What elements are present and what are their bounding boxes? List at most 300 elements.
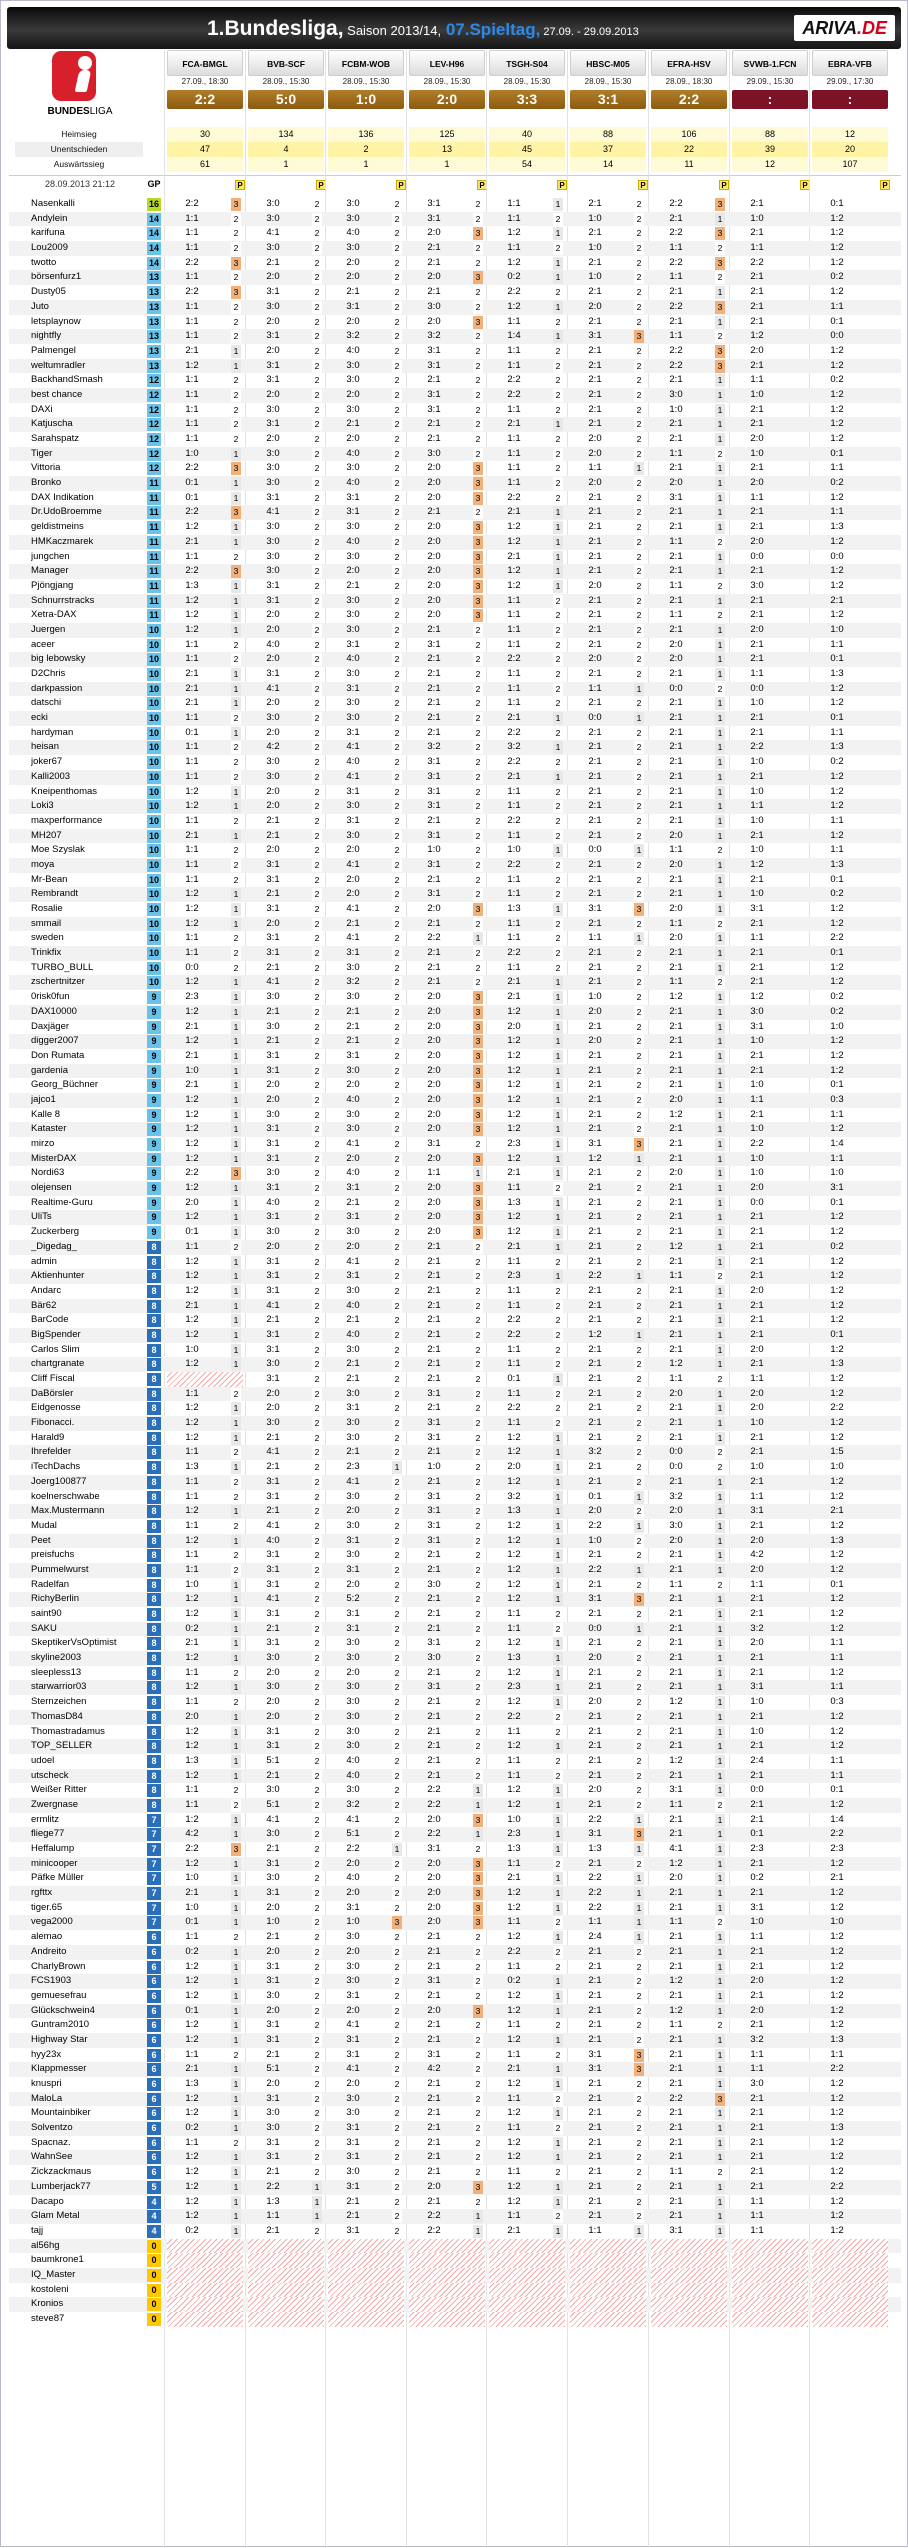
player-name[interactable]: Sternzeichen: [31, 1696, 87, 1708]
tip-points: [876, 932, 886, 945]
tip-value: 1:2: [507, 1549, 521, 1561]
player-name[interactable]: Nordi63: [31, 1167, 65, 1179]
player-name[interactable]: Ihrefelder: [31, 1446, 72, 1458]
player-name[interactable]: Pummelwurst: [31, 1563, 89, 1575]
tip-cell: [732, 2297, 808, 2312]
match-name[interactable]: EFRA-HSV: [651, 50, 727, 76]
tip-cell: [570, 1445, 646, 1460]
player-name[interactable]: SkeptikerVsOptimist: [31, 1637, 117, 1649]
tip-points: 2: [473, 1579, 483, 1592]
tip-value: 3:0: [346, 1108, 360, 1120]
player-name[interactable]: Dr.UdoBroemme: [31, 506, 102, 518]
tip-value: 2:3: [507, 1681, 521, 1693]
player-name[interactable]: Harald9: [31, 1431, 65, 1443]
tip-points: 2: [553, 404, 563, 417]
player-name[interactable]: minicooper: [31, 1857, 78, 1869]
player-name[interactable]: weltumradler: [31, 359, 86, 371]
tip-cell: [248, 1680, 324, 1695]
player-name[interactable]: BigSpender: [31, 1328, 81, 1340]
tip-points: 2: [392, 1579, 402, 1592]
player-name[interactable]: preisfuchs: [31, 1549, 75, 1561]
player-name[interactable]: Nasenkalli: [31, 198, 75, 209]
player-name[interactable]: Rembrandt: [31, 888, 78, 900]
player-name[interactable]: Mr-Bean: [31, 873, 68, 885]
player-name[interactable]: Dusty05: [31, 286, 66, 298]
tip-value: 3:0: [346, 2092, 360, 2104]
player-name[interactable]: big lebowsky: [31, 653, 86, 665]
tip-points: 2: [473, 1961, 483, 1974]
tip-points: 2: [312, 991, 322, 1004]
tip-points: 2: [473, 741, 483, 754]
player-name[interactable]: jajco1: [31, 1093, 56, 1105]
player-name[interactable]: heisan: [31, 741, 59, 753]
tip-cell: [570, 2150, 646, 2165]
player-name[interactable]: Mudal: [31, 1519, 57, 1531]
player-name[interactable]: Xetra-DAX: [31, 609, 77, 621]
tip-value: 2:2: [507, 1945, 521, 1957]
player-name[interactable]: alemao: [31, 1931, 63, 1943]
player-name[interactable]: Kalli2003: [31, 770, 71, 782]
tip-cell: [570, 1460, 646, 1475]
player-name[interactable]: MH207: [31, 829, 62, 841]
player-name[interactable]: vega2000: [31, 1916, 73, 1928]
player-name[interactable]: ermlitz: [31, 1813, 59, 1825]
player-name[interactable]: darkpassion: [31, 682, 83, 694]
player-name[interactable]: sweden: [31, 932, 64, 944]
player-name[interactable]: Mountainbiker: [31, 2107, 91, 2119]
tip-points: [876, 521, 886, 534]
player-name[interactable]: DAXi: [31, 403, 53, 415]
player-name[interactable]: ecki: [31, 712, 48, 724]
ariva-logo[interactable]: [794, 15, 895, 41]
tip-value: 3:0: [266, 242, 280, 254]
player-name[interactable]: Realtime-Guru: [31, 1196, 93, 1208]
tip-cell: [570, 2297, 646, 2312]
tip-value: 1:0: [750, 212, 764, 224]
player-name[interactable]: tajj: [31, 2224, 44, 2236]
tip-cell: [489, 1357, 565, 1372]
tip-value: 2:1: [588, 1299, 602, 1311]
tip-value: 0:1: [830, 1784, 844, 1796]
tip-value: 3:0: [266, 1167, 280, 1179]
tip-points: [876, 1593, 886, 1606]
tip-cell: [651, 1548, 727, 1563]
player-name[interactable]: Thomastradamus: [31, 1725, 105, 1737]
player-name[interactable]: joker67: [31, 756, 63, 768]
match-name[interactable]: FCBM-WOB: [328, 50, 404, 76]
tip-value: 2:1: [427, 726, 441, 738]
player-name[interactable]: Zuckerberg: [31, 1226, 80, 1238]
tip-points: 1: [715, 639, 725, 652]
match-name[interactable]: TSGH-S04: [489, 50, 565, 76]
tip-cell: [570, 1078, 646, 1093]
player-name[interactable]: DAX10000: [31, 1005, 77, 1017]
player-name[interactable]: knuspri: [31, 2078, 62, 2089]
player-name[interactable]: SAKU: [31, 1622, 57, 1634]
tip-points: [876, 2240, 886, 2253]
player-name[interactable]: Andylein: [31, 212, 68, 224]
tip-points: 2: [312, 1358, 322, 1371]
table-row: [9, 990, 901, 1005]
player-name[interactable]: MisterDAX: [31, 1152, 77, 1164]
tip-cell: [570, 1504, 646, 1519]
player-name[interactable]: Don Rumata: [31, 1049, 85, 1061]
player-name[interactable]: chartgranate: [31, 1358, 85, 1370]
tip-points: 2: [312, 712, 322, 725]
player-name[interactable]: RichyBerlin: [31, 1593, 80, 1605]
tip-cell: [570, 1871, 646, 1886]
tip-points: 2: [634, 1388, 644, 1401]
player-name[interactable]: börsenfurz1: [31, 271, 82, 283]
player-name[interactable]: TURBO_BULL: [31, 961, 94, 973]
tip-points: 2: [312, 1681, 322, 1694]
tip-points: 2: [553, 1256, 563, 1269]
player-name[interactable]: twotto: [31, 256, 57, 268]
player-name[interactable]: Max.Mustermann: [31, 1505, 105, 1517]
player-name[interactable]: Andreito: [31, 1945, 67, 1957]
tip-value: 2:0: [427, 903, 441, 914]
player-name[interactable]: steve87: [31, 2313, 65, 2324]
table-row: [9, 2253, 901, 2268]
tip-points: 2: [312, 1388, 322, 1401]
tip-cell: [489, 315, 565, 330]
tip-value: 0:1: [830, 1196, 844, 1208]
player-name[interactable]: Kalle 8: [31, 1108, 61, 1120]
player-name[interactable]: Kneipenthomas: [31, 785, 98, 797]
player-name[interactable]: Lou2009: [31, 242, 68, 254]
player-name[interactable]: DAX Indikation: [31, 491, 94, 503]
tip-value: 2:0: [266, 917, 280, 929]
tip-cell: [409, 623, 485, 638]
player-name[interactable]: Juto: [31, 300, 49, 312]
player-name[interactable]: smmail: [31, 917, 62, 929]
tip-value: 2:1: [588, 976, 602, 988]
tip-points: 2: [312, 1050, 322, 1063]
player-name[interactable]: Glückschwein4: [31, 2004, 95, 2016]
tip-value: 2:1: [427, 2078, 441, 2089]
tip-points: [876, 1402, 886, 1415]
tip-cell: [409, 1680, 485, 1695]
tip-value: 1:2: [185, 2033, 199, 2045]
tip-value: 1:2: [507, 1152, 521, 1164]
tip-points: 1: [715, 947, 725, 960]
table-row: [9, 1445, 901, 1460]
tip-cell: [167, 858, 243, 873]
player-name[interactable]: olejensen: [31, 1182, 72, 1194]
player-name[interactable]: BackhandSmash: [31, 374, 103, 386]
player-name[interactable]: kostoleni: [31, 2283, 69, 2295]
tip-value: 3:1: [588, 1138, 602, 1149]
player-name[interactable]: koelnerschwabe: [31, 1490, 100, 1502]
player-name[interactable]: starwarrior03: [31, 1681, 87, 1693]
tip-cell: [328, 990, 404, 1005]
player-name[interactable]: Glam Metal: [31, 2210, 80, 2222]
tip-value: 1:1: [507, 1358, 521, 1370]
player-name[interactable]: Joerg100877: [31, 1475, 87, 1487]
tip-points: 2: [392, 1946, 402, 1959]
player-name[interactable]: Päfke Müller: [31, 1872, 84, 1884]
player-name[interactable]: Andarc: [31, 1284, 62, 1296]
player-name[interactable]: Cliff Fiscal: [31, 1373, 75, 1384]
tip-value: 1:2: [830, 1431, 844, 1443]
player-name[interactable]: Manager: [31, 565, 69, 577]
player-name[interactable]: best chance: [31, 388, 83, 400]
tip-value: 1:0: [830, 623, 844, 635]
player-name[interactable]: digger2007: [31, 1035, 79, 1047]
player-name[interactable]: WahnSee: [31, 2151, 73, 2163]
player-name[interactable]: datschi: [31, 697, 62, 709]
tip-cell: [570, 1328, 646, 1343]
player-name[interactable]: baumkrone1: [31, 2254, 84, 2266]
player-name[interactable]: D2Chris: [31, 668, 66, 679]
tip-points: [876, 2196, 886, 2209]
player-name[interactable]: ThomasD84: [31, 1710, 83, 1722]
player-points: 6: [147, 2034, 161, 2047]
player-name[interactable]: Trinkfix: [31, 947, 62, 959]
player-name[interactable]: Kronios: [31, 2298, 64, 2310]
tip-value: 1:2: [830, 1299, 844, 1311]
tip-points: 2: [392, 1373, 402, 1386]
player-name[interactable]: Lumberjack77: [31, 2180, 91, 2192]
match-name[interactable]: SVWB-1.FCN: [732, 50, 808, 76]
tip-points: 1: [231, 1961, 241, 1974]
player-name[interactable]: Daxjäger: [31, 1020, 70, 1032]
tip-points: 2: [312, 683, 322, 696]
tip-points: 2: [231, 653, 241, 666]
player-name[interactable]: Solventzo: [31, 2122, 73, 2134]
player-name[interactable]: nightfly: [31, 330, 62, 342]
tip-cell: [732, 1108, 808, 1123]
tip-points: 1: [553, 771, 563, 784]
tip-points: [796, 962, 806, 975]
player-name[interactable]: Schnurrstracks: [31, 594, 95, 606]
tip-value: 1:2: [185, 800, 199, 812]
player-name[interactable]: karifuna: [31, 227, 65, 239]
player-name[interactable]: Aktienhunter: [31, 1270, 85, 1282]
match-name[interactable]: EBRA-VFB: [812, 50, 888, 76]
player-name[interactable]: hyy23x: [31, 2048, 62, 2060]
tip-points: 1: [715, 506, 725, 519]
tip-value: 2:1: [427, 2092, 441, 2104]
player-name[interactable]: CharlyBrown: [31, 1960, 86, 1972]
match-name[interactable]: BVB-SCF: [248, 50, 324, 76]
tip-value: 2:1: [588, 1681, 602, 1693]
tip-points: 3: [473, 1916, 483, 1929]
tip-points: 1: [231, 1608, 241, 1621]
player-name[interactable]: BarCode: [31, 1314, 69, 1326]
player-name[interactable]: fliege77: [31, 1828, 65, 1840]
player-name[interactable]: IQ_Master: [31, 2268, 76, 2280]
player-name[interactable]: Loki3: [31, 800, 54, 812]
player-name[interactable]: TOP_SELLER: [31, 1740, 93, 1752]
tip-points: 2: [553, 1755, 563, 1768]
player-name[interactable]: Fibonacci.: [31, 1417, 75, 1429]
tip-cell: [570, 917, 646, 932]
player-name[interactable]: Sarahspatz: [31, 433, 80, 444]
tip-value: 2:1: [669, 1710, 683, 1722]
player-name[interactable]: Kataster: [31, 1123, 67, 1135]
player-name[interactable]: gemuesefrau: [31, 1989, 87, 2001]
table-row: [9, 1181, 901, 1196]
tip-value: 3:1: [346, 1989, 360, 2001]
player-name[interactable]: UliTs: [31, 1211, 52, 1223]
player-name[interactable]: hardyman: [31, 726, 74, 738]
player-name[interactable]: Radelfan: [31, 1578, 70, 1590]
player-name[interactable]: Highway Star: [31, 2033, 88, 2045]
tip-value: 2:1: [588, 1211, 602, 1223]
player-name[interactable]: maxperformance: [31, 814, 103, 826]
player-name[interactable]: Tiger: [31, 447, 53, 459]
tip-points: 2: [473, 1505, 483, 1518]
tip-cell: [248, 2136, 324, 2151]
player-name[interactable]: moya: [31, 858, 55, 870]
tip-value: 3:1: [266, 1373, 280, 1384]
player-name[interactable]: aceer: [31, 638, 55, 650]
player-name[interactable]: Zwergnase: [31, 1798, 78, 1810]
tip-cell: [651, 1372, 727, 1387]
tip-value: 1:3: [830, 741, 844, 753]
player-name[interactable]: sleepless13: [31, 1666, 82, 1678]
tip-points: 2: [312, 492, 322, 505]
player-name[interactable]: Bär62: [31, 1299, 57, 1311]
tip-points: 2: [473, 1667, 483, 1680]
player-name[interactable]: Rosalie: [31, 903, 63, 914]
tip-cell: [732, 1401, 808, 1416]
player-name[interactable]: Spacnaz.: [31, 2136, 71, 2148]
tip-cell: [328, 2283, 404, 2298]
matchday-link[interactable]: 07.Spieltag,: [441, 20, 541, 39]
tip-value: 3:0: [346, 609, 360, 621]
tip-points: [876, 727, 886, 740]
player-name[interactable]: DaBörsler: [31, 1387, 74, 1399]
player-name[interactable]: Palmengel: [31, 344, 76, 356]
tip-value: 2:1: [669, 2122, 683, 2134]
player-name[interactable]: mirzo: [31, 1138, 55, 1149]
tip-value: 2:2: [750, 741, 764, 753]
match-name[interactable]: LEV-H96: [409, 50, 485, 76]
tip-points: [796, 286, 806, 299]
player-name[interactable]: Pjöngjang: [31, 579, 74, 591]
tip-cell: [328, 1592, 404, 1607]
tip-cell: [489, 1372, 565, 1387]
player-name[interactable]: Guntram2010: [31, 2019, 90, 2031]
player-name[interactable]: Heffalump: [31, 1843, 75, 1854]
player-name[interactable]: Klappmesser: [31, 2063, 87, 2075]
player-name[interactable]: admin: [31, 1255, 57, 1267]
player-name[interactable]: rgfttx: [31, 1887, 53, 1899]
player-name[interactable]: HMKaczmarek: [31, 535, 94, 547]
player-name[interactable]: Zickzackmaus: [31, 2166, 92, 2178]
player-name[interactable]: Eidgenosse: [31, 1402, 81, 1414]
player-name[interactable]: tiger.65: [31, 1901, 63, 1913]
player-name[interactable]: Peet: [31, 1534, 51, 1546]
player-name[interactable]: skyline2003: [31, 1652, 82, 1664]
tip-value: 2:1: [750, 2019, 764, 2031]
player-name[interactable]: Katjuscha: [31, 418, 73, 430]
player-name[interactable]: Juergen: [31, 623, 66, 635]
away-win-label: Auswärtssieg: [53, 159, 105, 169]
player-name[interactable]: Georg_Büchner: [31, 1079, 99, 1091]
player-name[interactable]: Weißer Ritter: [31, 1784, 87, 1796]
tip-cell: [732, 1475, 808, 1490]
match-name[interactable]: FCA-BMGL: [167, 50, 243, 76]
tip-value: 1:2: [507, 1901, 521, 1913]
tip-value: 2:1: [669, 1417, 683, 1429]
player-name[interactable]: letsplaynow: [31, 315, 81, 327]
tip-points: [796, 1696, 806, 1709]
tip-cell: [732, 373, 808, 388]
player-name[interactable]: _Digedag_: [31, 1240, 77, 1252]
tip-points: 2: [312, 962, 322, 975]
player-name[interactable]: MaloLa: [31, 2092, 63, 2104]
tip-cell: [812, 1122, 888, 1137]
player-name[interactable]: Carlos Slim: [31, 1343, 80, 1355]
tip-cell: [732, 1328, 808, 1343]
tip-points: 1: [634, 1623, 644, 1636]
tip-cell: [651, 2018, 727, 2033]
player-name[interactable]: iTechDachs: [31, 1461, 81, 1473]
player-name[interactable]: saint90: [31, 1608, 62, 1619]
tip-points: 2: [634, 697, 644, 710]
tip-points: 2: [392, 536, 402, 549]
tip-cell: [328, 1710, 404, 1725]
tip-points: 2: [312, 1226, 322, 1239]
tip-points: 2: [473, 1329, 483, 1342]
player-name[interactable]: jungchen: [31, 550, 70, 562]
tip-value: 3:0: [266, 2122, 280, 2134]
tip-cell: [732, 1813, 808, 1828]
table-row: [9, 1357, 901, 1372]
tip-points: 2: [553, 859, 563, 872]
player-name[interactable]: gardenia: [31, 1064, 68, 1076]
tip-cell: [248, 1842, 324, 1857]
player-name[interactable]: utscheck: [31, 1769, 69, 1781]
tip-value: 2:0: [427, 535, 441, 547]
player-name[interactable]: 0risk0fun: [31, 991, 70, 1003]
player-name[interactable]: udoel: [31, 1754, 55, 1766]
match-result: 1:0: [328, 90, 404, 109]
tip-value: 3:0: [346, 1960, 360, 1972]
tip-value: 1:1: [830, 462, 844, 474]
player-name[interactable]: Moe Szyslak: [31, 844, 85, 856]
table-row: [9, 1284, 901, 1299]
player-points: 13: [148, 287, 159, 298]
player-name[interactable]: geldistmeins: [31, 521, 84, 533]
player-name[interactable]: Bronko: [31, 477, 62, 489]
player-name[interactable]: Vittoria: [31, 462, 61, 474]
player-name[interactable]: Dacapo: [31, 2195, 64, 2207]
player-points: 11: [147, 609, 161, 622]
tip-cell: [570, 2165, 646, 2180]
player-name[interactable]: zschertnitzer: [31, 976, 85, 988]
player-name[interactable]: FCS1903: [31, 1975, 72, 1987]
table-row: [9, 814, 901, 829]
tip-cell: [570, 1064, 646, 1079]
tip-points: 2: [312, 976, 322, 989]
tip-cell: [167, 1225, 243, 1240]
tip-points: 1: [553, 1446, 563, 1459]
table-row: [9, 975, 901, 990]
tip-value: 3:0: [346, 2107, 360, 2119]
tip-cell: [248, 946, 324, 961]
player-name[interactable]: al56hg: [31, 2239, 60, 2251]
tip-cell: [167, 1108, 243, 1123]
tip-value: 4:1: [346, 741, 360, 753]
tip-value: 2:0: [588, 447, 602, 459]
tip-points: 2: [553, 1858, 563, 1871]
tip-cell: [167, 2136, 243, 2151]
match-name[interactable]: HBSC-M05: [570, 50, 646, 76]
